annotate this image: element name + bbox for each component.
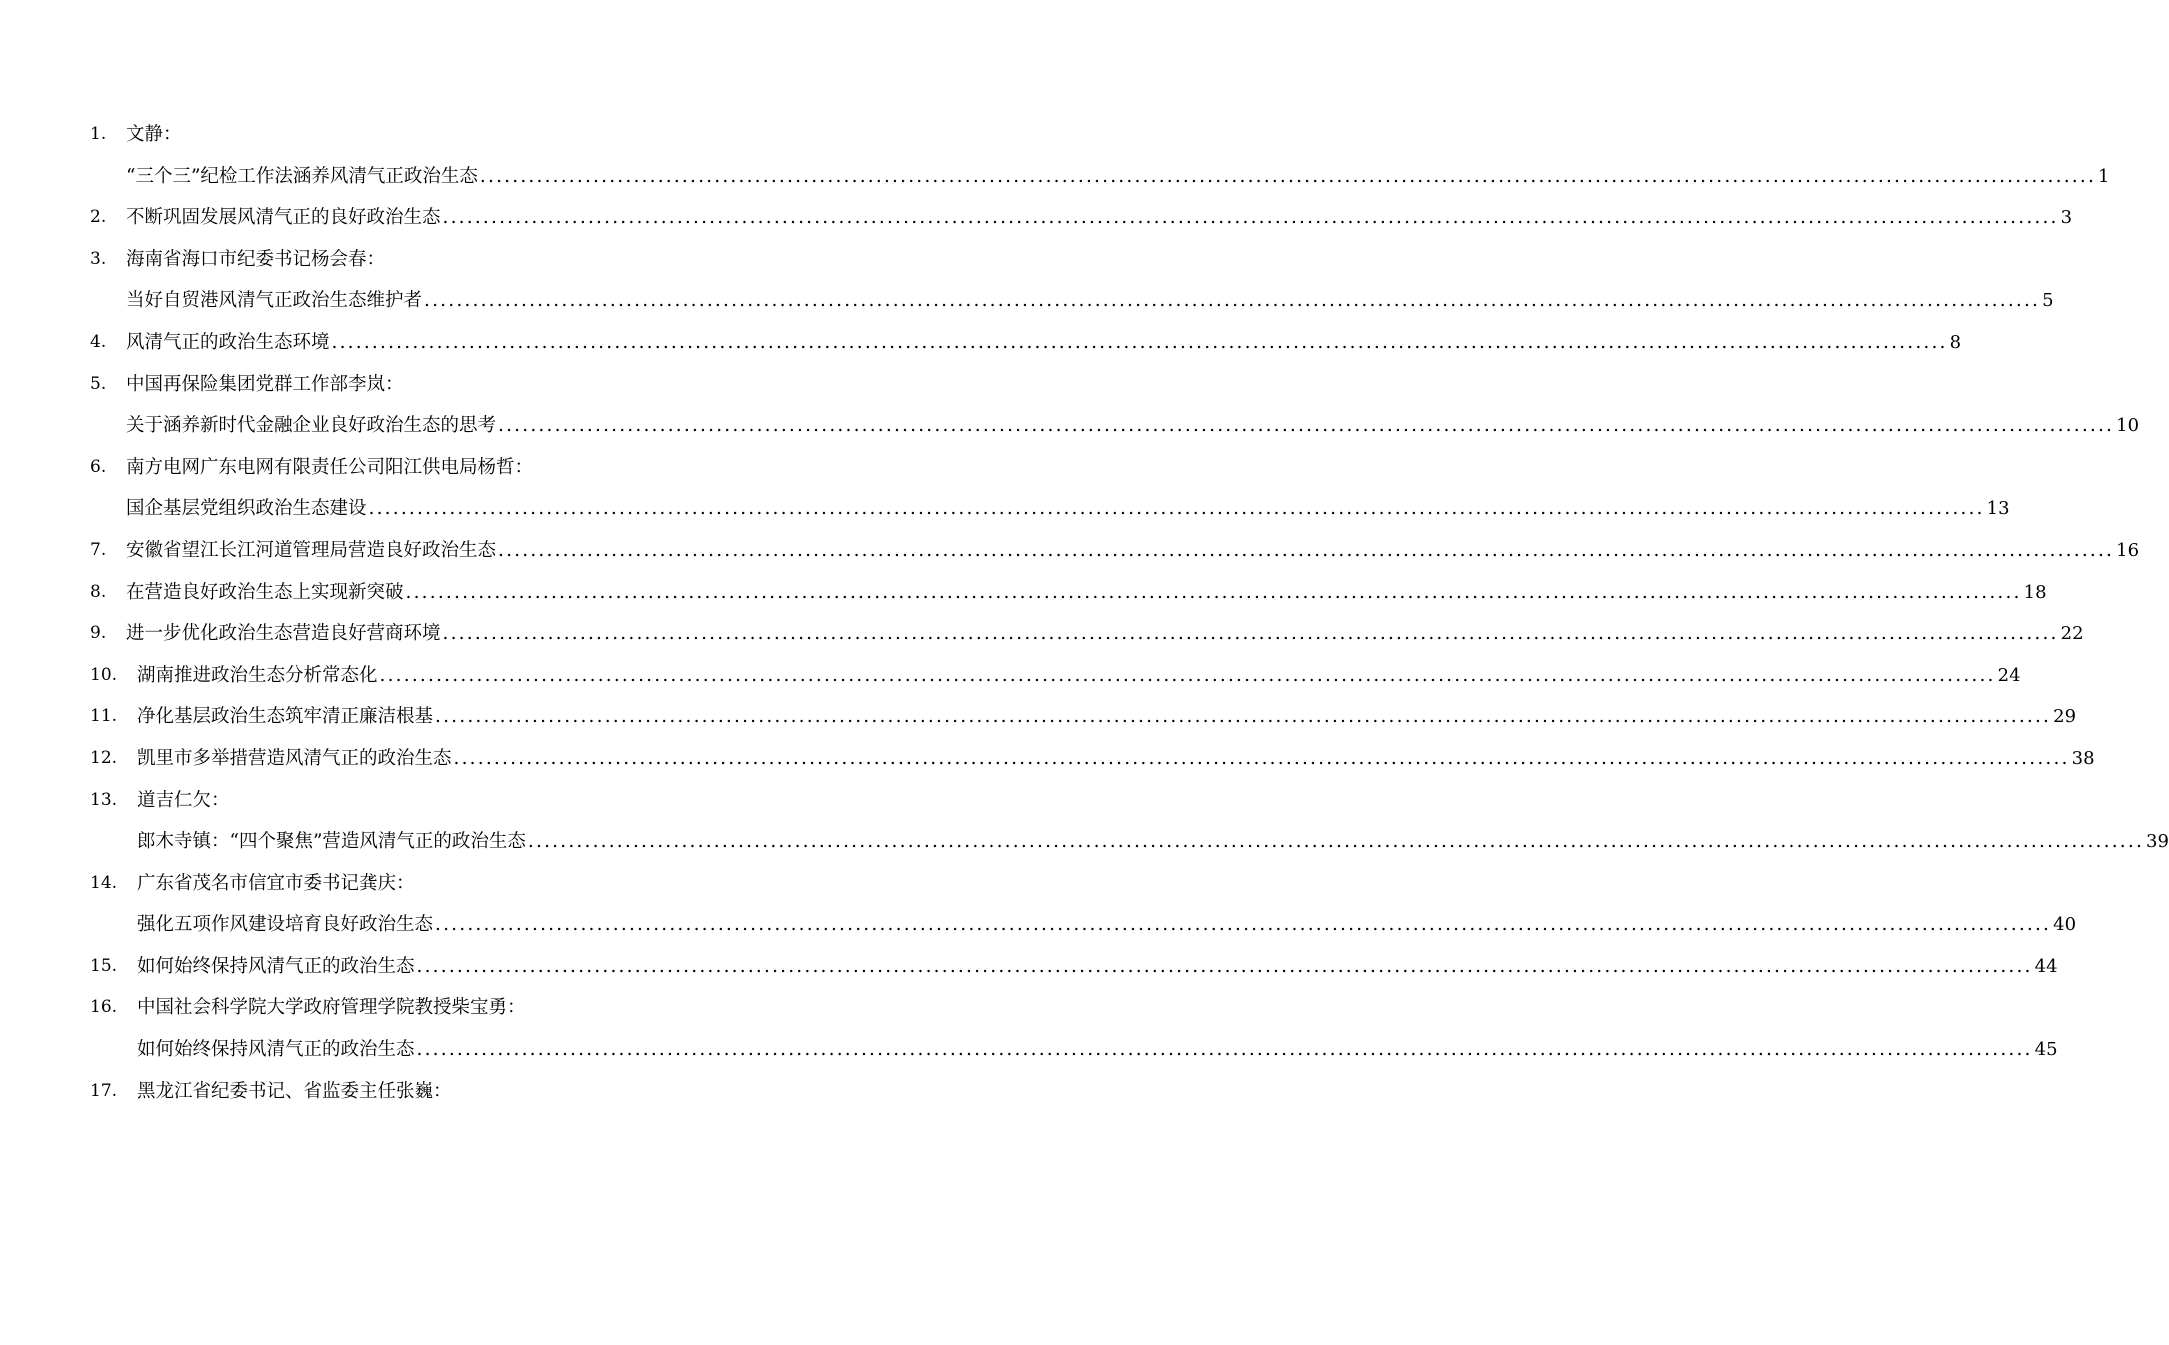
entry-number: 4. — [90, 331, 107, 352]
page-number: 16 — [2116, 539, 2140, 561]
entry-title: 凯里市多举措营造风清气正的政治生态 — [137, 747, 452, 769]
toc-entry[interactable] — [90, 946, 2058, 988]
page-number: 10 — [2116, 415, 2140, 437]
leader-dots: ........................................................................................................................................................................................................ — [498, 415, 2115, 437]
entry-title: 进一步优化政治生态营造良好营商环境 — [126, 623, 441, 645]
leader-dots: ........................................................................................................................................................................................................ — [498, 539, 2115, 561]
toc-entry-title-line[interactable] — [90, 1029, 2058, 1071]
leader-dots: ........................................................................................................................................................................................................ — [435, 914, 2052, 936]
page-number: 44 — [2034, 955, 2058, 977]
entry-title: 郎木寺镇：“四个聚焦”营造风清气正的政治生态 — [137, 831, 526, 853]
page-number: 22 — [2060, 623, 2084, 645]
entry-author: 道吉仁欠： — [137, 789, 230, 811]
toc-entry[interactable] — [90, 572, 2047, 614]
entry-number: 8. — [90, 581, 107, 602]
entry-number: 11. — [90, 706, 118, 727]
toc-entry[interactable] — [90, 197, 2073, 239]
entry-title: 当好自贸港风清气正政治生态维护者 — [126, 290, 423, 312]
entry-title: 净化基层政治生态筑牢清正廉洁根基 — [137, 706, 434, 728]
toc-entry[interactable] — [90, 364, 860, 406]
toc-entry-title-line[interactable] — [90, 156, 2110, 198]
entry-title: “三个三”纪检工作法涵养风清气正政治生态 — [126, 165, 478, 187]
entry-number: 7. — [90, 539, 107, 560]
toc-entry-title-line[interactable] — [90, 280, 2054, 322]
toc-entry[interactable] — [90, 738, 2095, 780]
toc-entry[interactable] — [90, 780, 860, 822]
page-number: 1 — [2098, 165, 2110, 187]
toc-entry[interactable] — [90, 114, 860, 156]
entry-title: 风清气正的政治生态环境 — [126, 331, 330, 353]
entry-number: 10. — [90, 664, 118, 685]
entry-title: 如何始终保持风清气正的政治生态 — [137, 1039, 415, 1061]
entry-author: 广东省茂名市信宜市委书记龚庆： — [137, 872, 415, 894]
entry-number: 17. — [90, 1080, 118, 1101]
entry-author: 中国再保险集团党群工作部李岚： — [126, 373, 404, 395]
entry-number: 9. — [90, 623, 107, 644]
page-number: 8 — [1949, 331, 1962, 353]
leader-dots: ........................................................................................................................................................................................................ — [424, 290, 2041, 312]
entry-title: 湖南推进政治生态分析常态化 — [137, 664, 378, 686]
entry-title: 关于涵养新时代金融企业良好政治生态的思考 — [126, 415, 497, 437]
leader-dots: ........................................................................................................................................................................................................ — [435, 706, 2052, 728]
entry-number: 2. — [90, 207, 107, 228]
page-number: 13 — [1986, 498, 2010, 520]
entry-author: 中国社会科学院大学政府管理学院教授柴宝勇： — [137, 997, 526, 1019]
page-number: 18 — [2023, 581, 2047, 603]
page-number: 29 — [2053, 706, 2077, 728]
toc-entry[interactable] — [90, 530, 2140, 572]
toc-entry[interactable] — [90, 322, 1962, 364]
toc-entry[interactable] — [90, 1071, 860, 1113]
leader-dots: ........................................................................................................................................................................................................ — [479, 165, 2097, 187]
entry-title: 国企基层党组织政治生态建设 — [126, 498, 367, 520]
toc-entry[interactable] — [90, 613, 2084, 655]
entry-number: 1. — [90, 124, 107, 144]
page-number: 45 — [2034, 1039, 2058, 1061]
toc-entry[interactable] — [90, 696, 2077, 738]
toc-entry[interactable] — [90, 987, 860, 1029]
toc-entry-title-line[interactable] — [90, 405, 2140, 447]
toc-entry[interactable] — [90, 863, 860, 905]
entry-number: 3. — [90, 248, 107, 269]
leader-dots: ........................................................................................................................................................................................................ — [416, 955, 2033, 977]
toc-entry[interactable] — [90, 239, 860, 281]
page-number: 40 — [2053, 914, 2077, 936]
entry-title: 强化五项作风建设培育良好政治生态 — [137, 914, 434, 936]
entry-title: 不断巩固发展风清气正的良好政治生态 — [126, 207, 441, 229]
table-of-contents — [90, 114, 2169, 1112]
toc-entry-title-line[interactable] — [90, 904, 2077, 946]
entry-title: 安徽省望江长江河道管理局营造良好政治生态 — [126, 539, 497, 561]
page-number: 5 — [2042, 290, 2054, 312]
leader-dots: ........................................................................................................................................................................................................ — [442, 207, 2059, 229]
leader-dots: ........................................................................................................................................................................................................ — [416, 1039, 2033, 1061]
entry-number: 5. — [90, 373, 107, 394]
entry-number: 14. — [90, 872, 118, 893]
page-number: 39 — [2146, 831, 2169, 853]
leader-dots: ........................................................................................................................................................................................................ — [527, 831, 2145, 853]
leader-dots: ........................................................................................................................................................................................................ — [331, 331, 1948, 353]
entry-title: 如何始终保持风清气正的政治生态 — [137, 955, 415, 977]
entry-number: 16. — [90, 997, 118, 1018]
leader-dots: ........................................................................................................................................................................................................ — [442, 623, 2059, 645]
entry-number: 13. — [90, 789, 118, 810]
page-number: 3 — [2060, 207, 2073, 229]
toc-entry[interactable] — [90, 447, 860, 489]
entry-number: 6. — [90, 456, 107, 477]
entry-author: 文静： — [126, 124, 182, 145]
leader-dots: ........................................................................................................................................................................................................ — [379, 664, 1996, 686]
leader-dots: ........................................................................................................................................................................................................ — [405, 581, 2022, 603]
leader-dots: ........................................................................................................................................................................................................ — [368, 498, 1985, 520]
page-number: 38 — [2071, 747, 2095, 769]
entry-author: 黑龙江省纪委书记、省监委主任张巍： — [137, 1080, 452, 1102]
page-number: 24 — [1997, 664, 2021, 686]
toc-entry[interactable] — [90, 655, 2021, 697]
entry-number: 12. — [90, 747, 118, 768]
entry-title: 在营造良好政治生态上实现新突破 — [126, 581, 404, 603]
toc-entry-title-line[interactable] — [90, 821, 2169, 863]
leader-dots: ........................................................................................................................................................................................................ — [453, 747, 2070, 769]
toc-entry-title-line[interactable] — [90, 488, 2010, 530]
entry-author: 海南省海口市纪委书记杨会春： — [126, 248, 386, 270]
entry-author: 南方电网广东电网有限责任公司阳江供电局杨哲： — [126, 456, 534, 478]
entry-number: 15. — [90, 955, 118, 976]
